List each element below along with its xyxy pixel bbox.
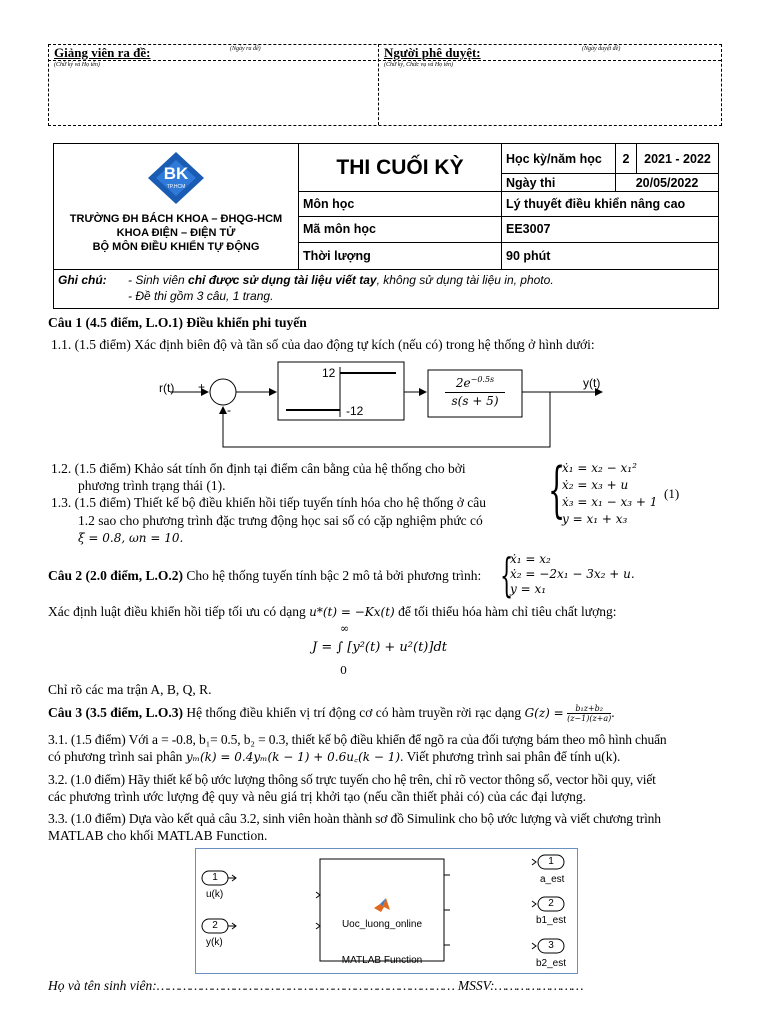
q2-p3: Chỉ rõ các ma trận A, B, Q, R. <box>48 682 212 697</box>
q3-p2b: các phương trình ước lượng đệ quy và nêu giá trị khởi tạo (nếu cần thiết phải có) của các đại lượng. <box>48 789 587 804</box>
q3-intro: Câu 3 (3.5 điểm, L.O.3) Hệ thống điều khiển vị trí động cơ có hàm truyền rời rạc dạng G(z) = $\frac{\text{b₁z+b₂}}{(z-1)(z+a)}$ . <box>48 704 615 724</box>
logo-sub: TP.HCM <box>166 184 186 190</box>
school-name: TRƯỜNG ĐH BÁCH KHOA – ĐHQG-HCM <box>69 213 283 225</box>
q2-eq-1: ẋ₁ = x₂ <box>510 552 551 566</box>
note-line-2: - Đề thi gồm 3 câu, 1 trang. <box>128 289 274 303</box>
semester-value: 2 <box>616 144 637 174</box>
inport-2-number: 2 <box>212 920 218 931</box>
student-name-label: Họ và tên sinh viên: <box>48 978 157 993</box>
duration-label: Thời lượng <box>303 249 371 263</box>
tf-denominator: s(s + 5) <box>451 394 499 408</box>
q3-p1b <box>48 748 620 766</box>
examiner-sign-hint: (Chữ ký và Họ tên) <box>54 62 100 68</box>
q2-intro <box>48 567 481 584</box>
q1-p2a: 1.2. (1.5 điểm) Khảo sát tính ổn định tại điểm cân bằng của hệ thống cho bởi <box>51 461 466 476</box>
outport-3-number: 3 <box>548 940 554 951</box>
q3-p1b-eq: yₘ(k) = 0.4yₘ(k − 1) + 0.6u꜀(k − 1) <box>185 750 401 764</box>
tf-num-base: 2e <box>455 376 471 390</box>
note1-pre: - Sinh viên <box>128 273 189 287</box>
simulink-diagram <box>195 848 578 974</box>
q3-p2a: 3.2. (1.0 điểm) Hãy thiết kế bộ ước lượng thông số trực tuyến cho hệ trên, chỉ rõ vector thông số, vector hồi quy, viết <box>48 772 656 787</box>
q1-eq-tag: (1) <box>664 486 680 501</box>
matlab-icon <box>372 895 392 915</box>
examiner-title: Giảng viên ra đề: <box>54 45 151 60</box>
q3-text: Hệ thống điều khiển vị trí động cơ có hàm truyền rời rạc dạng <box>186 705 522 720</box>
subject-label: Môn học <box>299 192 502 217</box>
year-value: 2021 - 2022 <box>637 144 719 174</box>
q1-block-diagram <box>150 355 620 455</box>
outport-1-name: a_est <box>540 874 565 885</box>
tf-fraction-bar <box>445 392 505 393</box>
inport-1-number: 1 <box>212 872 218 883</box>
note1-bold: chỉ được sử dụng tài liệu viết tay <box>188 273 377 287</box>
relay-low-label: -12 <box>346 404 364 418</box>
outport-1-number: 1 <box>548 856 554 867</box>
inport-2-name: y(k) <box>206 937 223 948</box>
q1-equations <box>562 460 657 528</box>
note-line-1 <box>128 272 554 288</box>
code-duration-labels <box>299 217 502 270</box>
signature-divider <box>378 44 379 125</box>
q2-title: Câu 2 (2.0 điểm, L.O.2) <box>48 568 183 583</box>
q2-p2 <box>48 603 617 621</box>
diagram-input-label: r(t) <box>159 381 175 395</box>
q3-p3b: MATLAB cho khối MATLAB Function. <box>48 828 268 843</box>
logo-text: BK <box>163 164 189 183</box>
examiner-date-hint: (Ngày ra đề) <box>230 46 261 52</box>
q2-equations <box>510 552 635 597</box>
q2-p2-pre: Xác định luật điều khiển hồi tiếp tối ưu có dạng <box>48 604 310 619</box>
q1-eq-2: ẋ₂ = x₃ + u <box>562 478 629 492</box>
q3-p3a: 3.3. (1.0 điểm) Dựa vào kết quả câu 3.2, sinh viên hoàn thành sơ đồ Simulink cho bộ ước lượng và viết chương trình <box>48 811 661 826</box>
note-label: Ghi chú: <box>58 273 107 287</box>
q2-eq-2: ẋ₂ = −2x₁ − 3x₂ + u. <box>510 567 635 581</box>
diagram-plus-sign: + <box>198 380 206 394</box>
q3-gz: G(z) = <box>524 706 564 720</box>
code-value: EE3007 <box>502 217 718 243</box>
exam-title-cell <box>299 144 502 192</box>
outport-2-name: b1_est <box>536 915 567 926</box>
q3-p1b-pre: có phương trình sai phân <box>48 749 186 764</box>
q2-integral-lower: 0 <box>340 664 347 677</box>
note1-post: , không sử dụng tài liệu in, photo. <box>376 273 554 287</box>
student-id-label: MSSV: <box>457 978 495 993</box>
q2-integral-upper: ∞ <box>340 622 350 635</box>
subject-value: Lý thuyết điều khiển nâng cao <box>502 192 719 217</box>
approver-sign-hint: (Chữ ký, Chức vụ và Họ tên) <box>384 62 454 68</box>
q2-p2-post: để tối thiểu hóa hàm chỉ tiêu chất lượng: <box>394 604 617 619</box>
date-value: 20/05/2022 <box>616 174 719 192</box>
q1-p3a: 1.3. (1.5 điểm) Thiết kế bộ điều khiển hồi tiếp tuyến tính hóa cho hệ thống ở câu <box>51 495 487 510</box>
inport-1-name: u(k) <box>206 889 224 900</box>
code-duration-values <box>502 217 719 270</box>
q1-eq-4: y = x₁ + x₃ <box>562 512 628 526</box>
q2-eq-3: y = x₁ <box>510 582 547 596</box>
outport-3-name: b2_est <box>536 958 567 969</box>
q2-integral-expr: J = ∫ [y²(t) + u²(t)]dt <box>312 640 447 655</box>
matlab-function-name: Uoc_luong_online <box>341 919 423 930</box>
q3-p1a: 3.1. (1.5 điểm) Với a = -0.8, b₁= 0.5, b₂ = 0.3, thiết kế bộ điều khiển để ngõ ra của đối tượng bám theo mô hình chuẩn <box>48 732 667 747</box>
date-label: Ngày thi <box>502 174 616 192</box>
relay-high-label: 12 <box>322 366 336 380</box>
q1-p3b: 1.2 sao cho phương trình đặc trưng động học sai số có cặp nghiệm phức có <box>78 513 483 528</box>
tf-numerator <box>428 372 522 391</box>
approver-title: Người phê duyệt: <box>384 45 481 60</box>
q3-p1b-post: . Viết phương trình sai phân để tính u(k). <box>400 749 621 764</box>
outport-2-number: 2 <box>548 898 554 909</box>
duration-value: 90 phút <box>506 249 551 263</box>
q1-p3c: ξ = 0.8, ωn = 10. <box>78 531 184 545</box>
diagram-minus-sign: - <box>227 403 231 417</box>
department-name: BỘ MÔN ĐIỀU KHIỂN TỰ ĐỘNG <box>92 241 260 253</box>
q2-cost-function <box>312 622 472 678</box>
q3-gz-fraction <box>567 704 611 723</box>
q2-control-law: u*(t) = −Kx(t) <box>309 605 395 619</box>
footer <box>48 977 582 994</box>
bk-logo <box>146 150 206 206</box>
code-label: Mã môn học <box>299 217 501 243</box>
semester-label: Học kỳ/năm học <box>502 144 616 174</box>
school-cell <box>54 144 299 270</box>
q1-title: Câu 1 (4.5 điểm, L.O.1) Điều khiển phi tuyến <box>48 315 307 330</box>
q1-p1: 1.1. (1.5 điểm) Xác định biên độ và tần số của dao động tự kích (nếu có) trong hệ thống ở hình dưới: <box>51 337 595 352</box>
q1-brace: { <box>548 455 566 525</box>
tf-num-exp: −0.5s <box>470 375 495 384</box>
note-cell <box>54 270 719 309</box>
q3-gz-num: b₁z+b₂ <box>567 704 611 714</box>
q1-eq-3: ẋ₃ = x₁ − x₃ + 1 <box>562 495 658 509</box>
exam-header <box>53 143 719 309</box>
plant-transfer-function <box>428 372 522 409</box>
student-name-dots: ……………………………………………………………………… <box>156 978 454 993</box>
faculty-name: KHOA ĐIỆN – ĐIỆN TỬ <box>116 227 236 239</box>
diagram-output-label: y(t) <box>583 376 601 390</box>
approver-date-hint: (Ngày duyệt đề) <box>582 46 621 52</box>
q3-gz-den: (z−1)(z+a) <box>567 714 612 724</box>
exam-title: THI CUỐI KỲ <box>336 155 464 179</box>
q2-text: Cho hệ thống tuyến tính bậc 2 mô tả bởi phương trình: <box>186 568 482 583</box>
q2-brace: { <box>500 548 514 602</box>
student-id-dots: …………………… <box>494 978 583 993</box>
q1-p2b: phương trình trạng thái (1). <box>78 478 226 493</box>
matlab-function-caption: MATLAB Function <box>341 955 423 966</box>
q3-title: Câu 3 (3.5 điểm, L.O.3) <box>48 705 183 720</box>
q1-eq-1: ẋ₁ = x₂ − x₁² <box>562 461 637 475</box>
